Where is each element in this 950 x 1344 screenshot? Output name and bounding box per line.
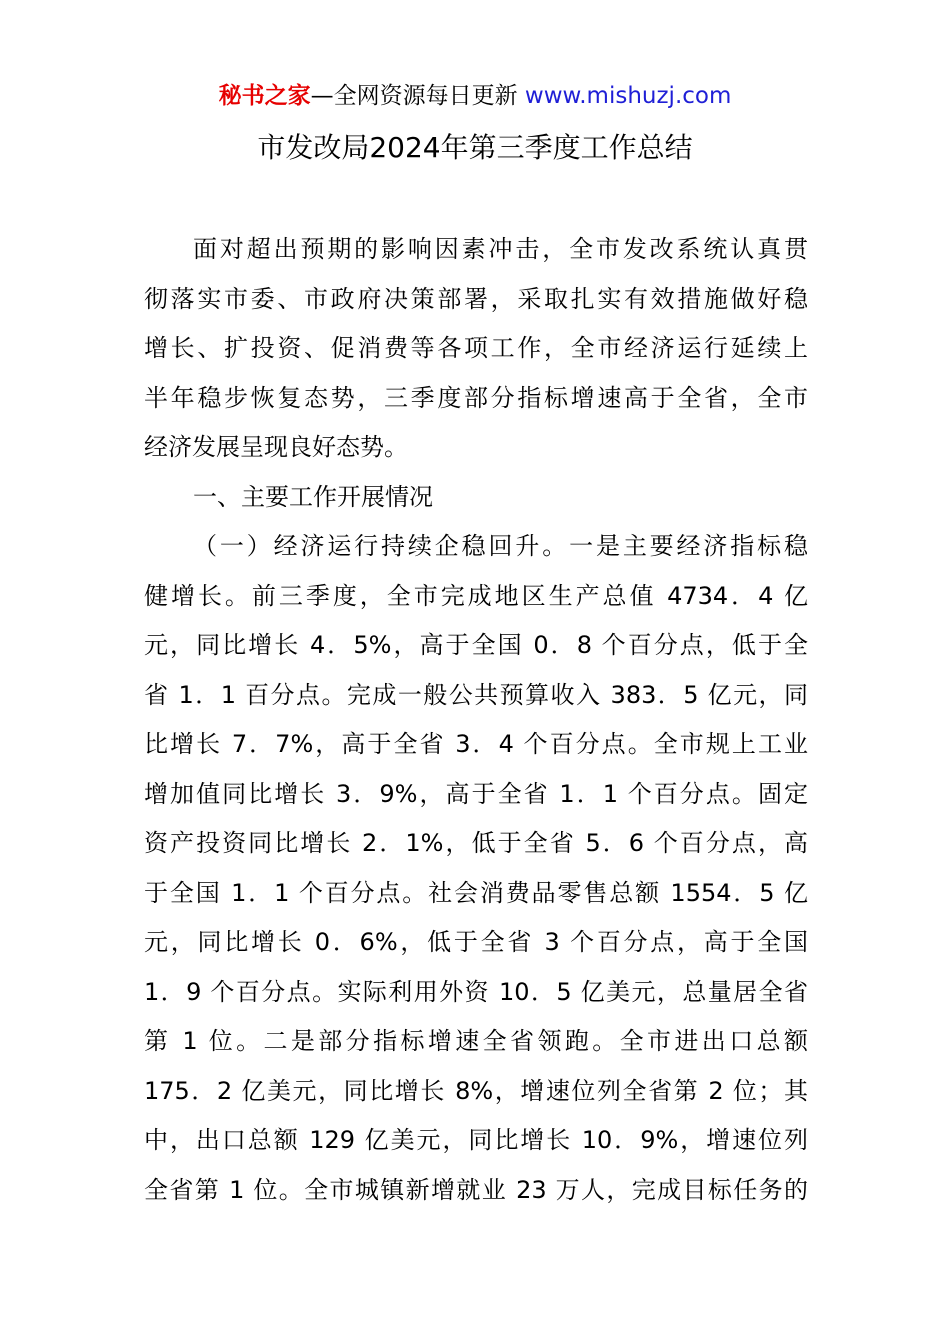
paragraph-line: 中，出口总额 129 亿美元，同比增长 10．9%，增速位列 [144, 1126, 808, 1154]
paragraph-line: （一）经济运行持续企稳回升。一是主要经济指标稳 [193, 532, 808, 560]
paragraph-line: 半年稳步恢复态势，三季度部分指标增速高于全省，全市 [144, 383, 808, 412]
paragraph-line: 元，同比增长 4．5%，高于全国 0．8 个百分点，低于全 [144, 631, 808, 659]
paragraph-line: 于全国 1．1 个百分点。社会消费品零售总额 1554．5 亿 [144, 878, 808, 907]
paragraph-line: 增加值同比增长 3．9%，高于全省 1．1 个百分点。固定 [144, 779, 808, 808]
paragraph-line: 彻落实市委、市政府决策部署，采取扎实有效措施做好稳 [144, 284, 808, 313]
paragraph-line: 省 1．1 百分点。完成一般公共预算收入 383．5 亿元，同 [144, 680, 808, 709]
paragraph-line: 健增长。前三季度，全市完成地区生产总值 4734．4 亿 [144, 581, 808, 610]
document-title: 市发改局2024年第三季度工作总结 [257, 131, 693, 164]
site-url-link[interactable]: www.mishuzj.com [524, 83, 732, 109]
site-header [0, 80, 950, 112]
paragraph-line: 经济发展呈现良好态势。 [144, 433, 408, 461]
site-brand: 秘书之家 [218, 83, 311, 109]
paragraph-line: 资产投资同比增长 2．1%，低于全省 5．6 个百分点，高 [144, 829, 808, 857]
paragraph-line: 第 1 位。二是部分指标增速全省领跑。全市进出口总额 [144, 1027, 808, 1055]
paragraph-line: 全省第 1 位。全市城镇新增就业 23 万人，完成目标任务的 [144, 1175, 808, 1204]
paragraph-line: 1．9 个百分点。实际利用外资 10．5 亿美元，总量居全省 [144, 977, 808, 1006]
paragraph-line: 比增长 7．7%，高于全省 3．4 个百分点。全市规上工业 [144, 730, 808, 758]
document-body [144, 225, 808, 1215]
paragraph-line: 175．2 亿美元，同比增长 8%，增速位列全省第 2 位；其 [144, 1076, 808, 1105]
site-tagline: —全网资源每日更新 [310, 83, 525, 109]
paragraph-line: 面对超出预期的影响因素冲击，全市发改系统认真贯 [193, 235, 808, 263]
section-heading: 一、主要工作开展情况 [193, 482, 433, 511]
paragraph-line: 增长、扩投资、促消费等各项工作，全市经济运行延续上 [144, 334, 808, 362]
paragraph-line: 元，同比增长 0．6%，低于全省 3 个百分点，高于全国 [144, 928, 808, 956]
